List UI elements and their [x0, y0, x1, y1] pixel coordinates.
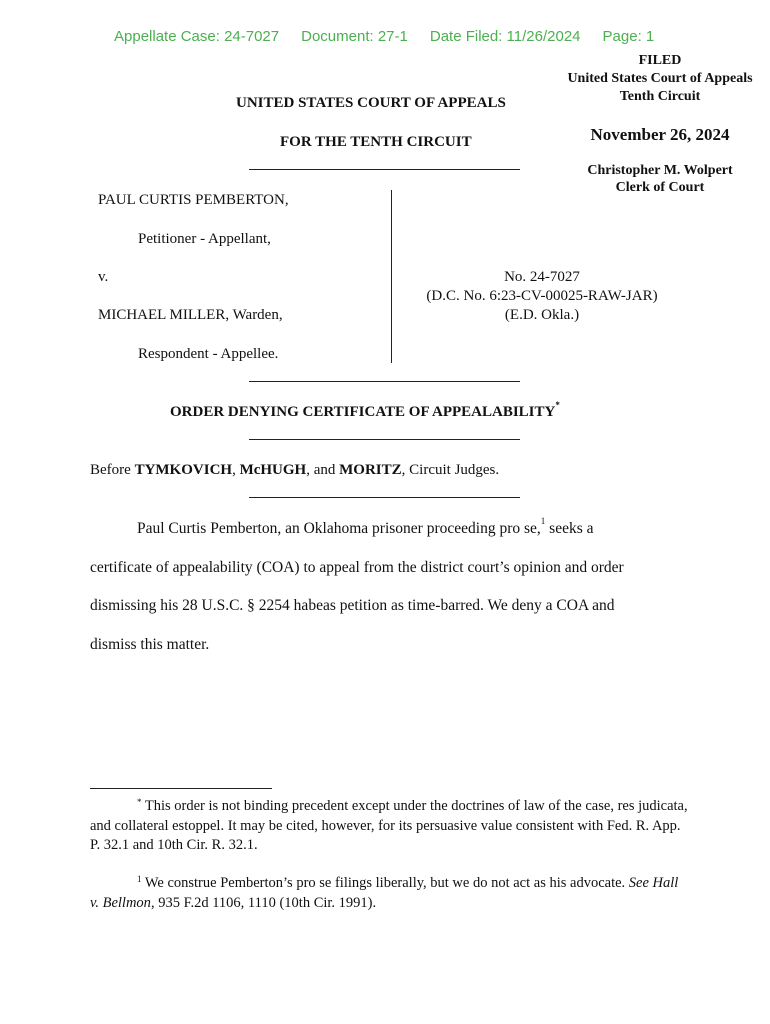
title-divider [249, 439, 520, 440]
footnote-separator [90, 788, 272, 789]
heading-divider [249, 169, 520, 170]
panel-suffix: , Circuit Judges. [401, 462, 500, 478]
panel-line [90, 462, 499, 479]
body-line-2: certificate of appealability (COA) to appeal from the district court’s opinion and order [90, 559, 624, 576]
body-line-1-text: Paul Curtis Pemberton, an Oklahoma prisoner proceeding pro se, [137, 520, 541, 537]
panel-sep1: , [232, 462, 240, 478]
order-title-text: ORDER DENYING CERTIFICATE OF APPEALABILITY [170, 404, 556, 420]
footnote-1-text-a: We construe Pemberton’s pro se filings liberally, but we do not act as his advocate. [141, 875, 629, 891]
stamp-document-number: Document: 27-1 [301, 28, 408, 45]
filed-date: November 26, 2024 [590, 125, 730, 144]
stamp-case-number: Appellate Case: 24-7027 [114, 28, 280, 45]
footnote-1-ref: 1 [540, 516, 546, 526]
body-line-1-end: seeks a [545, 520, 594, 537]
footnote-star-text: This order is not binding precedent except under the doctrines of law of the case, res judicata, and collateral estoppel. It may be cited, however, for its persuasive value consistent with Fed. R. App. P. 32.1 and 10th Cir. R. 32.1. [90, 798, 688, 853]
case-number-block [400, 268, 684, 325]
filed-block [555, 52, 765, 196]
footnote-1-text-b: , 935 F.2d 1106, 1110 (10th Cir. 1991). [150, 894, 377, 911]
court-heading-line1: UNITED STATES COURT OF APPEALS [236, 95, 506, 111]
clerk-block [555, 162, 765, 196]
caption-divider [391, 190, 392, 363]
stamp-date-filed: Date Filed: 11/26/2024 [429, 28, 581, 45]
respondent-role: Respondent - Appellee. [138, 346, 279, 362]
footnote-1 [90, 874, 690, 913]
respondent-name: MICHAEL MILLER, Warden, [98, 307, 283, 323]
filed-label: FILED [638, 53, 682, 68]
panel-before: Before [90, 462, 135, 478]
clerk-title: Clerk of Court [615, 180, 705, 195]
judge-mchugh: McHUGH [239, 462, 307, 478]
stamp-page-number: Page: 1 [602, 28, 655, 45]
petitioner-name: PAUL CURTIS PEMBERTON, [98, 192, 289, 208]
body-line-4: dismiss this matter. [90, 636, 210, 653]
body-line-1 [137, 516, 594, 538]
panel-sep2: , and [306, 462, 340, 478]
filed-court-name: United States Court of Appeals [567, 71, 753, 86]
case-number: No. 24-7027 [504, 269, 580, 285]
footnote-star-mark: * [137, 797, 142, 807]
district-court: (E.D. Okla.) [504, 307, 580, 323]
clerk-name: Christopher M. Wolpert [587, 163, 733, 178]
body-line-3: dismissing his 28 U.S.C. § 2254 habeas petition as time-barred. We deny a COA and [90, 597, 615, 614]
court-heading-line2: FOR THE TENTH CIRCUIT [280, 134, 472, 150]
footnote-star [90, 797, 690, 856]
judge-tymkovich: TYMKOVICH [134, 462, 233, 478]
caption-bottom-divider [249, 381, 520, 382]
panel-divider [249, 497, 520, 498]
order-title-footnote-mark: * [555, 400, 560, 410]
versus-label: v. [98, 269, 109, 285]
order-title [170, 400, 560, 421]
filed-circuit-name: Tenth Circuit [619, 89, 701, 104]
petitioner-role: Petitioner - Appellant, [138, 231, 271, 247]
district-case-number: (D.C. No. 6:23-CV-00025-RAW-JAR) [426, 288, 658, 304]
footnote-1-citation: See Hall v. Bellmon [90, 875, 679, 911]
footnote-1-mark: 1 [137, 874, 142, 884]
filing-stamp-header [114, 28, 654, 45]
judge-moritz: MORITZ [339, 462, 402, 478]
